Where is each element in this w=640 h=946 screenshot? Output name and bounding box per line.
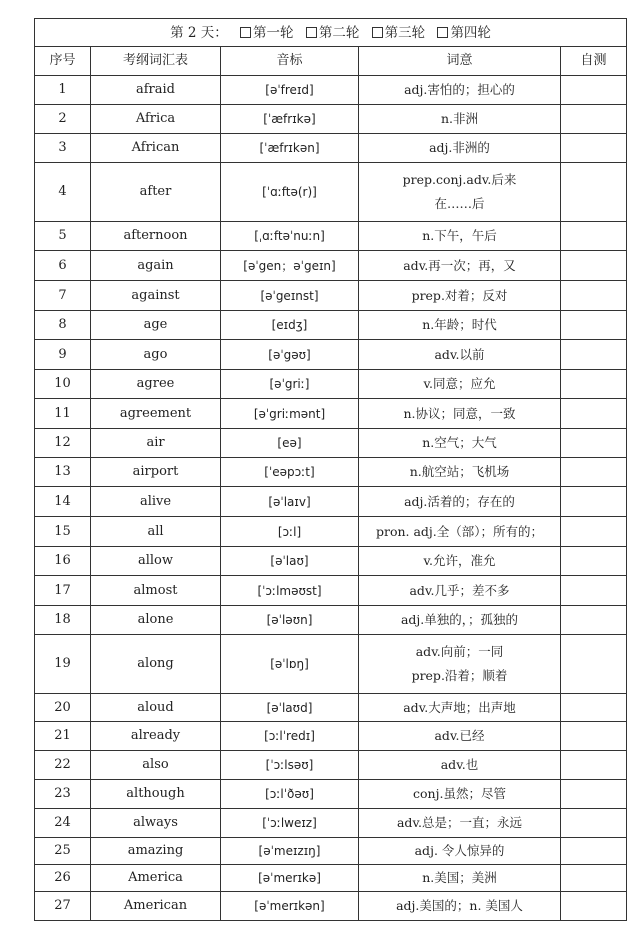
- row-meaning: [359, 838, 561, 865]
- row-number-text: 22: [54, 757, 71, 772]
- row-phonetic-text: [ˈɔːlsəʊ]: [265, 758, 314, 772]
- row-meaning: [359, 311, 561, 340]
- row-meaning: [359, 340, 561, 370]
- row-number: [35, 458, 91, 487]
- row-phonetic-text: [ˈeəpɔːt]: [264, 465, 315, 479]
- row-number-text: 9: [58, 346, 67, 362]
- row-meaning-line2: prep.沿着；顺着: [411, 668, 508, 683]
- row-meaning-text: adv.已经: [434, 728, 485, 743]
- row-self-test-cell[interactable]: [561, 458, 627, 487]
- row-number-text: 3: [58, 140, 67, 155]
- table-row: [35, 134, 627, 163]
- row-word: [91, 134, 221, 163]
- table-row: [35, 163, 627, 222]
- col-header-number: 序号: [35, 47, 91, 76]
- row-self-test-cell[interactable]: [561, 76, 627, 105]
- row-meaning-text: n.下午，午后: [422, 228, 497, 243]
- row-phonetic: [221, 780, 359, 809]
- row-self-test-cell[interactable]: [561, 311, 627, 340]
- row-word: [91, 809, 221, 838]
- table-row: [35, 281, 627, 311]
- row-number-text: 4: [58, 184, 67, 199]
- row-word-text: allow: [137, 553, 174, 568]
- row-number-text: 13: [54, 464, 71, 479]
- row-phonetic: [221, 838, 359, 865]
- row-number: [35, 222, 91, 251]
- row-phonetic: [221, 251, 359, 281]
- row-word: [91, 163, 221, 222]
- row-self-test-cell[interactable]: [561, 340, 627, 370]
- row-meaning: [359, 134, 561, 163]
- checkbox-icon: [437, 27, 448, 38]
- row-number: [35, 751, 91, 780]
- column-header-row: [35, 47, 627, 76]
- table-row: [35, 105, 627, 134]
- row-phonetic-text: [əˈmerɪkən]: [254, 899, 325, 913]
- row-phonetic: [221, 635, 359, 694]
- table-row: [35, 694, 627, 722]
- row-word-text: age: [143, 317, 168, 332]
- row-self-test-cell[interactable]: [561, 606, 627, 635]
- row-number-text: 12: [54, 435, 71, 450]
- row-meaning: [359, 751, 561, 780]
- row-word-text: amazing: [127, 843, 184, 858]
- col-header-word: 考纲词汇表: [91, 47, 221, 76]
- row-phonetic: [221, 458, 359, 487]
- row-meaning-text: adv.几乎；差不多: [409, 582, 510, 598]
- row-phonetic-text: [eɪdʒ]: [271, 318, 308, 332]
- row-word: [91, 865, 221, 892]
- table-row: [35, 635, 627, 694]
- table-row: [35, 76, 627, 105]
- row-self-test-cell[interactable]: [561, 370, 627, 399]
- row-phonetic: [221, 722, 359, 751]
- row-word-text: agree: [136, 376, 175, 391]
- row-self-test-cell[interactable]: [561, 134, 627, 163]
- row-phonetic-text: [əˈləʊn]: [266, 613, 313, 627]
- row-number: [35, 251, 91, 281]
- table-row: [35, 370, 627, 399]
- row-word-text: alive: [139, 493, 172, 509]
- row-phonetic: [221, 892, 359, 921]
- row-phonetic-text: [ˈɑːftə(r)]: [262, 185, 317, 199]
- table-row: [35, 340, 627, 370]
- row-phonetic: [221, 134, 359, 163]
- row-self-test-cell[interactable]: [561, 487, 627, 517]
- row-phonetic: [221, 517, 359, 547]
- row-word-text: again: [137, 257, 174, 273]
- row-number: [35, 429, 91, 458]
- table-body: [35, 76, 627, 921]
- row-meaning-text: n.协议；同意，一致: [403, 405, 516, 421]
- row-word-text: America: [128, 870, 183, 885]
- row-self-test-cell[interactable]: [561, 838, 627, 865]
- row-self-test-cell[interactable]: [561, 251, 627, 281]
- row-phonetic-text: [ɔːlˈredɪ]: [264, 729, 315, 743]
- table-row: [35, 399, 627, 429]
- row-phonetic-text: [əˈlɒŋ]: [270, 657, 309, 671]
- row-phonetic: [221, 399, 359, 429]
- row-word-text: ago: [143, 346, 168, 362]
- table-row: [35, 429, 627, 458]
- row-phonetic-text: [əˈgriː]: [269, 377, 310, 391]
- row-self-test-cell[interactable]: [561, 635, 627, 694]
- row-phonetic-text: [ɔːl]: [277, 524, 302, 539]
- row-meaning-text: adv.也: [440, 757, 479, 772]
- table-row: [35, 311, 627, 340]
- col-header-meaning: 词意: [359, 47, 561, 76]
- row-word: [91, 547, 221, 576]
- row-number-text: 21: [54, 728, 71, 743]
- row-meaning-text: adv.再一次；再，又: [403, 257, 516, 273]
- row-word: [91, 576, 221, 606]
- row-self-test-cell[interactable]: [561, 722, 627, 751]
- row-phonetic-text: [ɔːlˈðəʊ]: [265, 787, 314, 801]
- table-row: [35, 892, 627, 921]
- row-self-test-cell[interactable]: [561, 892, 627, 921]
- row-number-text: 24: [54, 815, 71, 830]
- row-phonetic: [221, 809, 359, 838]
- row-self-test-cell[interactable]: [561, 399, 627, 429]
- row-phonetic-text: [ˈɔːlweɪz]: [262, 816, 317, 830]
- row-meaning-text: n.空气；大气: [422, 435, 497, 450]
- table-row: [35, 838, 627, 865]
- round-3-checkbox[interactable]: 第三轮: [372, 25, 426, 41]
- row-phonetic: [221, 281, 359, 311]
- row-meaning-text: adv.向前；一同: [415, 644, 504, 659]
- row-meaning-text: adj.美国的；n. 美国人: [396, 898, 523, 913]
- table-row: [35, 517, 627, 547]
- row-word-text: against: [131, 287, 180, 303]
- row-word-text: although: [126, 786, 185, 801]
- row-number-text: 25: [54, 843, 71, 858]
- row-meaning-text: adv.总是；一直；永远: [396, 815, 522, 830]
- row-phonetic: [221, 429, 359, 458]
- row-self-test-cell[interactable]: [561, 694, 627, 722]
- row-meaning-text: v.允许，准允: [423, 553, 496, 568]
- row-meaning: [359, 281, 561, 311]
- row-number-text: 8: [58, 317, 67, 332]
- round-2-checkbox[interactable]: 第二轮: [306, 25, 360, 41]
- row-number-text: 23: [54, 786, 71, 801]
- row-number-text: 5: [58, 228, 67, 243]
- row-number: [35, 517, 91, 547]
- row-meaning-text: adj.活着的；存在的: [404, 493, 515, 509]
- row-word: [91, 606, 221, 635]
- row-number: [35, 547, 91, 576]
- row-number-text: 10: [54, 376, 71, 391]
- row-number-text: 16: [54, 553, 71, 568]
- row-self-test-cell[interactable]: [561, 576, 627, 606]
- row-phonetic: [221, 606, 359, 635]
- row-word: [91, 751, 221, 780]
- row-phonetic-text: [əˈgəʊ]: [268, 347, 311, 362]
- checkbox-icon: [372, 27, 383, 38]
- table-row: [35, 780, 627, 809]
- row-self-test-cell[interactable]: [561, 865, 627, 892]
- table-row: [35, 865, 627, 892]
- row-number: [35, 809, 91, 838]
- row-meaning-line2: 在……后: [434, 196, 485, 211]
- row-number-text: 26: [54, 870, 71, 885]
- table-row: [35, 222, 627, 251]
- row-number-text: 20: [54, 699, 71, 715]
- row-meaning-text: prep.对着；反对: [411, 287, 508, 303]
- row-meaning-text: adj. 令人惊异的: [414, 843, 505, 858]
- row-word: [91, 370, 221, 399]
- row-word: [91, 838, 221, 865]
- row-number: [35, 340, 91, 370]
- row-meaning: [359, 722, 561, 751]
- table-row: [35, 606, 627, 635]
- row-word: [91, 76, 221, 105]
- row-number: [35, 281, 91, 311]
- round-4-checkbox[interactable]: 第四轮: [437, 25, 491, 41]
- row-number: [35, 722, 91, 751]
- row-phonetic: [221, 751, 359, 780]
- row-meaning-text: n.非洲: [440, 111, 479, 126]
- row-word: [91, 311, 221, 340]
- row-number: [35, 105, 91, 134]
- row-word: [91, 458, 221, 487]
- row-meaning-text: v.同意；应允: [423, 376, 496, 391]
- row-phonetic-text: [əˈlaʊ]: [270, 554, 309, 568]
- row-number: [35, 76, 91, 105]
- row-number: [35, 635, 91, 694]
- row-meaning: [359, 517, 561, 547]
- row-number: [35, 865, 91, 892]
- row-number: [35, 606, 91, 635]
- row-phonetic: [221, 105, 359, 134]
- row-meaning: [359, 576, 561, 606]
- row-phonetic-text: [əˈgriːmənt]: [253, 406, 326, 421]
- row-meaning: [359, 105, 561, 134]
- row-phonetic-text: [ˈæfrɪkən]: [259, 141, 320, 155]
- row-number: [35, 134, 91, 163]
- row-word-text: afternoon: [123, 228, 188, 243]
- row-word-text: almost: [133, 582, 178, 598]
- row-phonetic: [221, 311, 359, 340]
- row-phonetic: [221, 76, 359, 105]
- row-number-text: 6: [58, 257, 67, 273]
- row-number: [35, 694, 91, 722]
- table-row: [35, 809, 627, 838]
- row-phonetic-text: [əˈlaʊd]: [266, 700, 313, 715]
- row-phonetic: [221, 865, 359, 892]
- row-word: [91, 429, 221, 458]
- row-meaning: [359, 892, 561, 921]
- row-number: [35, 838, 91, 865]
- round-1-checkbox[interactable]: 第一轮: [240, 25, 294, 41]
- row-meaning-text: adv.大声地；出声地: [403, 699, 516, 715]
- checkbox-icon: [240, 27, 251, 38]
- row-meaning-text: adj.害怕的；担心的: [404, 82, 515, 97]
- row-meaning-text: n.美国；美洲: [422, 870, 497, 885]
- row-self-test-cell[interactable]: [561, 281, 627, 311]
- table-row: [35, 722, 627, 751]
- row-number-text: 14: [54, 493, 71, 509]
- row-phonetic-text: [əˈgeɪnst]: [260, 288, 319, 303]
- row-word: [91, 892, 221, 921]
- row-word-text: afraid: [135, 82, 175, 97]
- vocabulary-table: [34, 18, 627, 921]
- row-word: [91, 281, 221, 311]
- row-phonetic-text: [əˈlaɪv]: [268, 494, 311, 509]
- row-word-text: airport: [132, 464, 179, 479]
- row-number: [35, 370, 91, 399]
- row-word: [91, 399, 221, 429]
- row-number: [35, 163, 91, 222]
- row-self-test-cell[interactable]: [561, 517, 627, 547]
- row-number: [35, 892, 91, 921]
- row-phonetic: [221, 694, 359, 722]
- row-number-text: 15: [54, 523, 71, 539]
- row-word: [91, 694, 221, 722]
- row-meaning-text: n.航空站；飞机场: [409, 464, 510, 479]
- row-meaning-text: n.年龄；时代: [422, 317, 497, 332]
- row-word-text: aloud: [137, 699, 174, 715]
- row-word: [91, 780, 221, 809]
- row-number-text: 11: [54, 405, 71, 421]
- row-number: [35, 487, 91, 517]
- col-header-phonetic: 音标: [221, 47, 359, 76]
- row-word: [91, 340, 221, 370]
- row-word-text: after: [139, 184, 172, 199]
- row-word-text: already: [130, 728, 181, 743]
- row-number-text: 2: [58, 111, 67, 126]
- row-phonetic-text: [əˈmerɪkə]: [258, 871, 321, 885]
- row-self-test-cell[interactable]: [561, 429, 627, 458]
- row-word: [91, 722, 221, 751]
- row-self-test-cell[interactable]: [561, 105, 627, 134]
- row-phonetic: [221, 163, 359, 222]
- row-meaning: [359, 865, 561, 892]
- row-word: [91, 251, 221, 281]
- row-self-test-cell[interactable]: [561, 809, 627, 838]
- row-self-test-cell[interactable]: [561, 163, 627, 222]
- row-meaning: [359, 694, 561, 722]
- row-phonetic: [221, 370, 359, 399]
- row-meaning-text: adj.非洲的: [429, 140, 490, 155]
- vocabulary-sheet: [34, 18, 626, 921]
- day-header: [35, 19, 627, 47]
- row-phonetic-text: [əˈfreɪd]: [265, 83, 314, 97]
- table-row: [35, 576, 627, 606]
- row-number-text: 27: [54, 898, 71, 913]
- row-meaning: [359, 547, 561, 576]
- row-word-text: Africa: [135, 111, 176, 126]
- row-word-text: agreement: [119, 405, 192, 421]
- row-phonetic-text: [ˌɑːftəˈnuːn]: [254, 229, 325, 243]
- row-word-text: all: [147, 523, 164, 539]
- row-phonetic-text: [ˈæfrɪkə]: [263, 112, 316, 126]
- table-row: [35, 458, 627, 487]
- row-meaning: [359, 606, 561, 635]
- row-word-text: always: [133, 815, 178, 830]
- row-meaning: [359, 635, 561, 694]
- table-row: [35, 487, 627, 517]
- table-row: [35, 547, 627, 576]
- row-number-text: 7: [58, 287, 67, 303]
- row-word-text: African: [131, 140, 180, 155]
- row-meaning-text: prep.conj.adv.后来: [402, 172, 517, 187]
- row-phonetic: [221, 340, 359, 370]
- row-word: [91, 105, 221, 134]
- row-meaning: [359, 370, 561, 399]
- row-word-text: alone: [137, 612, 174, 627]
- row-word: [91, 222, 221, 251]
- row-word-text: also: [142, 757, 169, 772]
- row-number-text: 17: [54, 582, 71, 598]
- row-number-text: 18: [54, 612, 71, 627]
- row-meaning: [359, 399, 561, 429]
- row-meaning: [359, 251, 561, 281]
- row-meaning: [359, 76, 561, 105]
- row-meaning: [359, 780, 561, 809]
- col-header-self-test: 自测: [561, 47, 627, 76]
- row-meaning: [359, 458, 561, 487]
- row-self-test-cell[interactable]: [561, 547, 627, 576]
- row-phonetic: [221, 547, 359, 576]
- row-meaning: [359, 163, 561, 222]
- row-meaning: [359, 429, 561, 458]
- row-word: [91, 487, 221, 517]
- row-self-test-cell[interactable]: [561, 751, 627, 780]
- row-number: [35, 399, 91, 429]
- row-self-test-cell[interactable]: [561, 222, 627, 251]
- row-meaning-text: conj.虽然；尽管: [413, 786, 506, 801]
- row-number-text: 1: [58, 82, 67, 97]
- row-meaning: [359, 487, 561, 517]
- checkbox-icon: [306, 27, 317, 38]
- row-word: [91, 517, 221, 547]
- row-phonetic: [221, 576, 359, 606]
- row-meaning-text: adv.以前: [434, 346, 485, 362]
- row-number: [35, 576, 91, 606]
- row-number: [35, 780, 91, 809]
- row-word: [91, 635, 221, 694]
- row-meaning: [359, 809, 561, 838]
- day-label: 第 2 天：: [170, 24, 228, 41]
- row-meaning: [359, 222, 561, 251]
- table-row: [35, 751, 627, 780]
- row-phonetic: [221, 487, 359, 517]
- row-phonetic-text: [əˈmeɪzɪŋ]: [258, 844, 321, 858]
- row-phonetic-text: [ˈɔːlməʊst]: [257, 583, 322, 598]
- row-meaning-text: pron. adj.全（部）；所有的；: [375, 523, 544, 539]
- row-phonetic-text: [əˈgen；əˈgeɪn]: [243, 258, 336, 273]
- row-word-text: along: [137, 656, 174, 671]
- row-meaning-text: adj.单独的，；孤独的: [400, 612, 519, 627]
- table-row: [35, 251, 627, 281]
- row-phonetic: [221, 222, 359, 251]
- row-phonetic-text: [eə]: [277, 436, 302, 450]
- row-number: [35, 311, 91, 340]
- row-word-text: American: [123, 898, 188, 913]
- row-self-test-cell[interactable]: [561, 780, 627, 809]
- row-word-text: air: [146, 435, 165, 450]
- row-number-text: 19: [54, 656, 71, 671]
